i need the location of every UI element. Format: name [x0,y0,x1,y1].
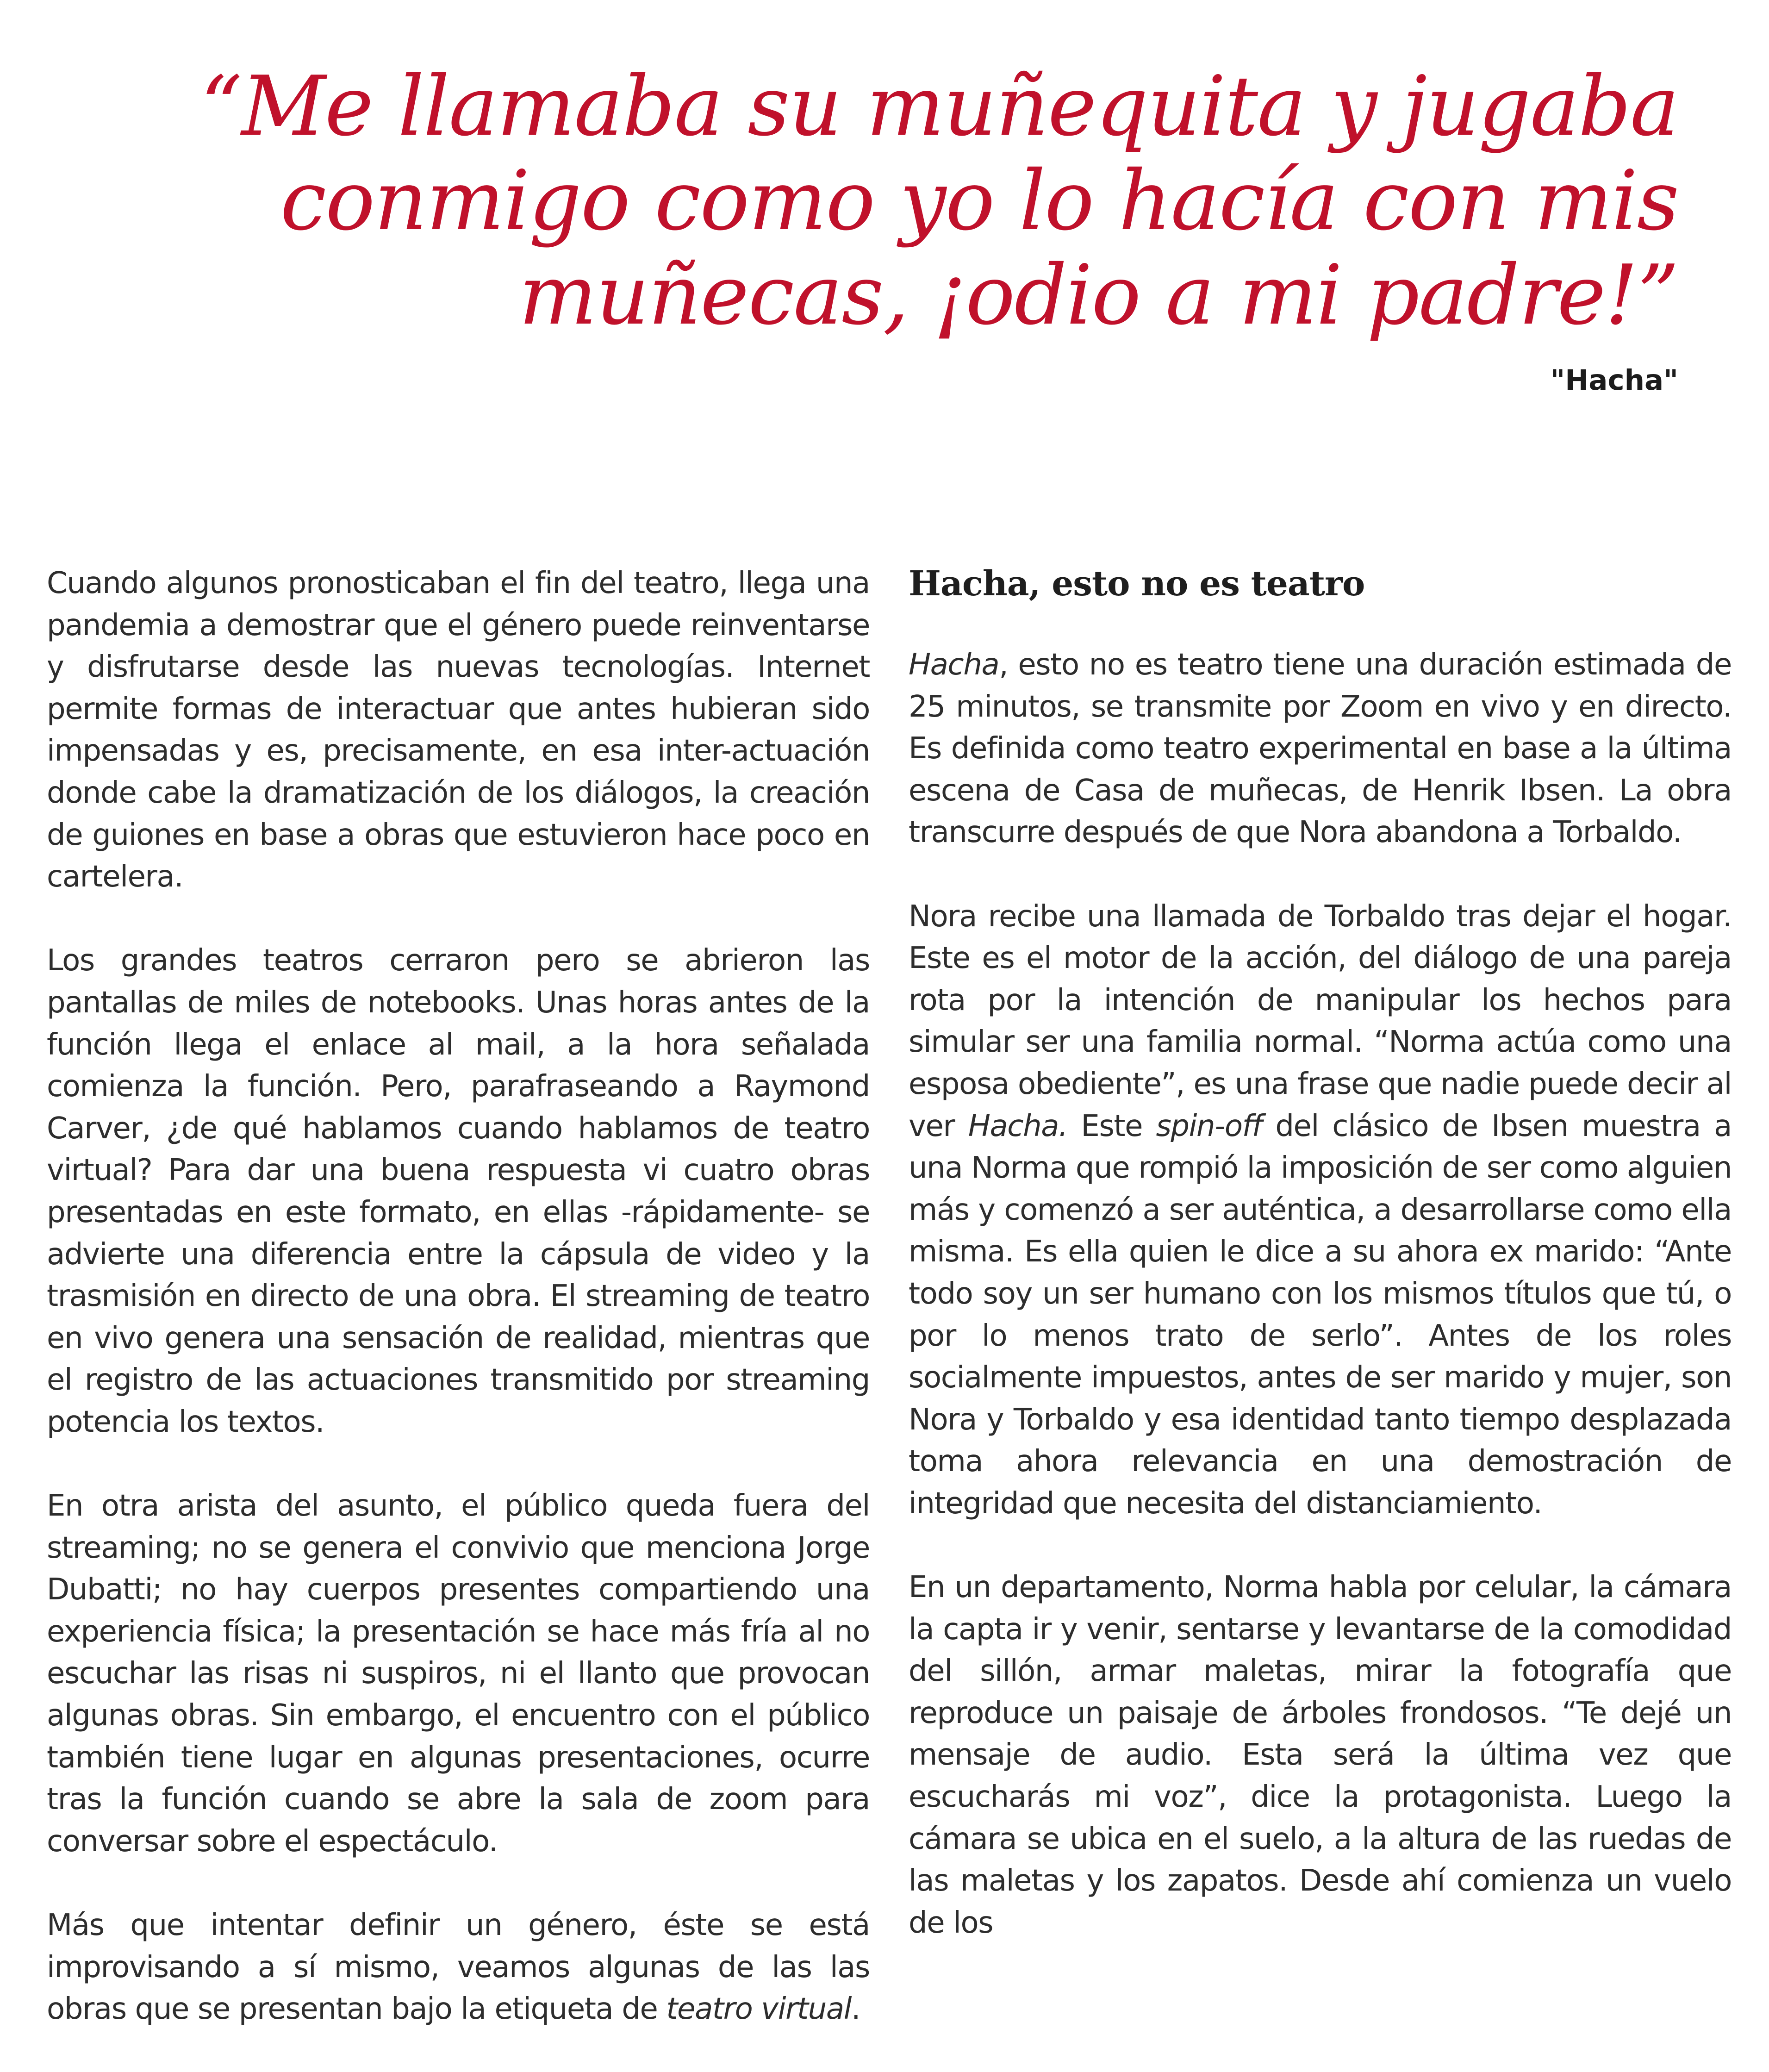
paragraph-text: Más que intentar definir un género, éste se está improvisando a sí mismo, veamos algunas de las las obras que se presentan bajo la etiqueta de [47,1908,870,2027]
pull-quote: “Me llamaba su muñequita y jugaba conmigo como yo lo hacía con mis muñecas, ¡odio a mi padre!” [200,58,1678,343]
section-heading: Hacha, esto no es teatro [909,564,1365,604]
paragraph-text: . [851,1992,860,2027]
paragraph: En un departamento, Norma habla por celular, la cámara la capta ir y venir, sentarse y levantarse de la comodidad del sillón, armar maletas, mirar la fotografía que reproduce un paisaje de árboles frondosos. “Te dejé un mensaje de audio. Esta será la última vez que escucharás mi voz”, dice la protagonista. Luego la cámara se ubica en el suelo, a la altura de las ruedas de las maletas y los zapatos. Desde ahí comienza un vuelo de los [909,1570,1732,1940]
emphasis-text: teatro virtual [666,1992,852,2027]
paragraph-text: Este [1067,1109,1156,1143]
article-right-column [909,562,1732,1986]
paragraph: Cuando algunos pronosticaban el fin del teatro, llega una pandemia a demostrar que el género puede reinventarse y disfrutarse desde las nuevas tecnologías. Internet permite formas de interactuar que antes hubieran sido impensadas y es, precisamente, en esa inter-actuación donde cabe la dramatización de los diálogos, la creación de guiones en base a obras que estuvieron hace poco en cartelera. [47,566,870,894]
paragraph [909,644,1732,854]
emphasis-text: spin-off [1156,1109,1262,1143]
quote-attribution: "Hacha" [1550,364,1678,397]
pull-quote-block [93,59,1678,399]
paragraph-text: Nora recibe una llamada de Torbaldo tras dejar el hogar. Este es el motor de la acción, del diálogo de una pareja rota por la intención de manipular los hechos para simular ser una familia normal. “Norma actúa como una esposa obediente”, es una frase que nadie puede decir al ver [909,899,1732,1143]
article-left-column [47,562,870,2072]
emphasis-text: Hacha [909,648,999,682]
paragraph [909,896,1732,1525]
paragraph: Los grandes teatros cerraron pero se abrieron las pantallas de miles de notebooks. Unas horas antes de la función llega el enlace al mail, a la hora señalada comienza la función. Pero, parafraseando a Raymond Carver, ¿de qué hablamos cuando hablamos de teatro virtual? Para dar una buena respuesta vi cuatro obras presentadas en este formato, en ellas -rápidamente- se advierte una diferencia entre la cápsula de video y la trasmisión en directo de una obra. El streaming de teatro en vivo genera una sensación de realidad, mientras que el registro de las actuaciones transmitido por streaming potencia los textos. [47,943,870,1439]
paragraph: En otra arista del asunto, el público queda fuera del streaming; no se genera el convivio que menciona Jorge Dubatti; no hay cuerpos presentes compartiendo una experiencia física; la presentación se hace más fría al no escuchar las risas ni suspiros, ni el llanto que provocan algunas obras. Sin embargo, el encuentro con el público también tiene lugar en algunas presentaciones, ocurre tras la función cuando se abre la sala de zoom para conversar sobre el espectáculo. [47,1489,870,1859]
paragraph [47,1904,870,2030]
emphasis-text: Hacha. [968,1109,1068,1143]
paragraph-text: , esto no es teatro tiene una duración estimada de 25 minutos, se transmite por Zoom en vivo y en directo. Es definida como teatro experimental en base a la última escena de Casa de muñecas, de Henrik Ibsen. La obra transcurre después de que Nora abandona a Torbaldo. [909,648,1732,850]
paragraph-text: del clásico de Ibsen muestra a una Norma que rompió la imposición de ser como alguien más y comenzó a ser auténtica, a desarrollarse como ella misma. Es ella quien le dice a su ahora ex marido: “Ante todo soy un ser humano con los mismos títulos que tú, o por lo menos trato de serlo”. Antes de los roles socialmente impuestos, antes de ser marido y mujer, son Nora y Torbaldo y esa identidad tanto tiempo desplazada toma ahora relevancia en una demostración de integridad que necesita del distanciamiento. [909,1109,1732,1521]
